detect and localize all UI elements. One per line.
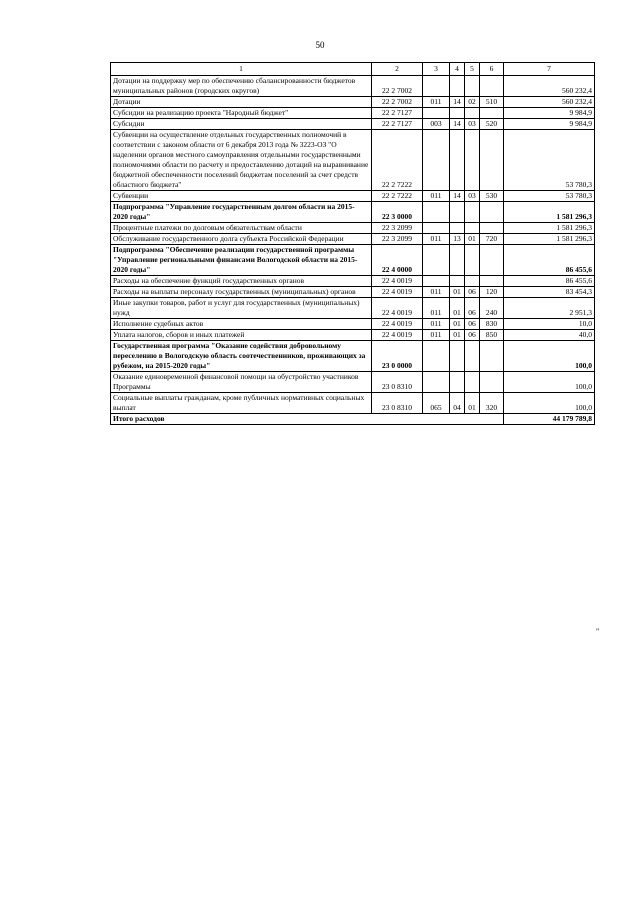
row-section-cell: 14 xyxy=(450,191,465,202)
row-code-cell: 22 4 0019 xyxy=(372,276,423,287)
row-amount-cell: 86 455,6 xyxy=(504,276,595,287)
row-ministry-cell xyxy=(423,245,450,276)
row-code-cell: 22 2 7002 xyxy=(372,76,423,97)
row-expense-type-cell: 720 xyxy=(480,234,504,245)
row-ministry-cell: 011 xyxy=(423,97,450,108)
row-code-cell: 22 2 7222 xyxy=(372,130,423,191)
row-subsection-cell: 02 xyxy=(465,97,480,108)
row-subsection-cell: 06 xyxy=(465,287,480,298)
table-row xyxy=(111,341,595,372)
row-subsection-cell: 03 xyxy=(465,191,480,202)
row-name-cell: Уплата налогов, сборов и иных платежей xyxy=(111,330,372,341)
row-amount-cell: 2 951,3 xyxy=(504,298,595,319)
row-name-cell: Субсидии xyxy=(111,119,372,130)
row-ministry-cell xyxy=(423,76,450,97)
row-amount-cell: 9 984,9 xyxy=(504,119,595,130)
column-header: 4 xyxy=(450,63,465,76)
table-row xyxy=(111,97,595,108)
row-expense-type-cell: 240 xyxy=(480,298,504,319)
row-code-cell: 22 4 0019 xyxy=(372,298,423,319)
row-name-cell: Субвенции xyxy=(111,191,372,202)
row-expense-type-cell xyxy=(480,108,504,119)
row-subsection-cell xyxy=(465,108,480,119)
row-amount-cell: 10,0 xyxy=(504,319,595,330)
total-label: Итого расходов xyxy=(111,414,504,425)
row-name-cell: Дотации на поддержку мер по обеспечению сбалансированности бюджетов муниципальных районов (городских округов) xyxy=(111,76,372,97)
row-section-cell xyxy=(450,276,465,287)
row-code-cell: 22 2 7127 xyxy=(372,119,423,130)
row-name-cell: Процентные платежи по долговым обязательствам области xyxy=(111,223,372,234)
row-expense-type-cell xyxy=(480,341,504,372)
row-ministry-cell xyxy=(423,276,450,287)
row-ministry-cell: 065 xyxy=(423,393,450,414)
row-amount-cell: 83 454,3 xyxy=(504,287,595,298)
row-expense-type-cell xyxy=(480,76,504,97)
table-row xyxy=(111,287,595,298)
row-subsection-cell xyxy=(465,202,480,223)
header-row xyxy=(111,63,595,76)
row-expense-type-cell xyxy=(480,130,504,191)
row-ministry-cell xyxy=(423,130,450,191)
row-amount-cell: 40,0 xyxy=(504,330,595,341)
row-amount-cell: 100,0 xyxy=(504,341,595,372)
column-header: 3 xyxy=(423,63,450,76)
table-row xyxy=(111,191,595,202)
row-name-cell: Обслуживание государственного долга субъекта Российской Федерации xyxy=(111,234,372,245)
row-code-cell: 23 0 8310 xyxy=(372,372,423,393)
row-name-cell: Исполнение судебных актов xyxy=(111,319,372,330)
row-amount-cell: 560 232,4 xyxy=(504,97,595,108)
row-ministry-cell: 011 xyxy=(423,287,450,298)
row-subsection-cell: 01 xyxy=(465,393,480,414)
row-subsection-cell: 01 xyxy=(465,234,480,245)
table-row xyxy=(111,202,595,223)
row-ministry-cell xyxy=(423,223,450,234)
row-subsection-cell: 06 xyxy=(465,319,480,330)
row-ministry-cell xyxy=(423,341,450,372)
page-number: 50 xyxy=(315,40,325,50)
table-row xyxy=(111,119,595,130)
table-row xyxy=(111,223,595,234)
row-expense-type-cell: 830 xyxy=(480,319,504,330)
row-name-cell: Оказание единовременной финансовой помощи на обустройство участников Программы xyxy=(111,372,372,393)
row-code-cell: 23 0 0000 xyxy=(372,341,423,372)
row-section-cell xyxy=(450,341,465,372)
row-expense-type-cell: 510 xyxy=(480,97,504,108)
closing-quote-mark: " xyxy=(596,627,600,636)
row-expense-type-cell: 120 xyxy=(480,287,504,298)
row-expense-type-cell xyxy=(480,223,504,234)
column-header: 6 xyxy=(480,63,504,76)
row-expense-type-cell xyxy=(480,372,504,393)
row-name-cell: Субвенции на осуществление отдельных государственных полномочий в соответствии с законом области от 6 декабря 2013 года № 3223-ОЗ "О наделении органов местного самоуправления отдельными государственными полномочиями области по расчету и предоставлению дотаций на выравнивание бюджетной обеспеченности поселений бюджетам поселений за счет средств областного бюджета" xyxy=(111,130,372,191)
table-body xyxy=(111,63,595,425)
row-ministry-cell: 011 xyxy=(423,191,450,202)
row-ministry-cell: 011 xyxy=(423,234,450,245)
column-header: 7 xyxy=(504,63,595,76)
table-row xyxy=(111,245,595,276)
table-row xyxy=(111,108,595,119)
row-section-cell: 14 xyxy=(450,97,465,108)
row-code-cell: 22 2 7127 xyxy=(372,108,423,119)
row-subsection-cell xyxy=(465,341,480,372)
table-row xyxy=(111,76,595,97)
row-name-cell: Расходы на обеспечение функций государственных органов xyxy=(111,276,372,287)
row-subsection-cell xyxy=(465,76,480,97)
row-amount-cell: 86 455,6 xyxy=(504,245,595,276)
table-row xyxy=(111,330,595,341)
row-section-cell xyxy=(450,130,465,191)
row-ministry-cell: 011 xyxy=(423,330,450,341)
table-row xyxy=(111,298,595,319)
row-amount-cell: 53 780,3 xyxy=(504,191,595,202)
row-expense-type-cell: 850 xyxy=(480,330,504,341)
row-section-cell xyxy=(450,372,465,393)
row-expense-type-cell: 530 xyxy=(480,191,504,202)
row-code-cell: 22 4 0019 xyxy=(372,319,423,330)
row-code-cell: 23 0 8310 xyxy=(372,393,423,414)
row-name-cell: Социальные выплаты гражданам, кроме публичных нормативных социальных выплат xyxy=(111,393,372,414)
row-name-cell: Дотации xyxy=(111,97,372,108)
row-subsection-cell xyxy=(465,245,480,276)
column-header: 2 xyxy=(372,63,423,76)
row-section-cell: 01 xyxy=(450,298,465,319)
row-ministry-cell xyxy=(423,108,450,119)
row-subsection-cell: 06 xyxy=(465,298,480,319)
row-expense-type-cell xyxy=(480,245,504,276)
row-code-cell: 22 4 0019 xyxy=(372,287,423,298)
row-section-cell: 01 xyxy=(450,319,465,330)
row-section-cell xyxy=(450,76,465,97)
row-section-cell xyxy=(450,108,465,119)
column-header: 5 xyxy=(465,63,480,76)
row-code-cell: 22 2 7002 xyxy=(372,97,423,108)
row-name-cell: Расходы на выплаты персоналу государственных (муниципальных) органов xyxy=(111,287,372,298)
column-header: 1 xyxy=(111,63,372,76)
budget-table xyxy=(110,62,595,425)
row-code-cell: 22 3 0000 xyxy=(372,202,423,223)
row-ministry-cell: 003 xyxy=(423,119,450,130)
row-subsection-cell: 06 xyxy=(465,330,480,341)
row-subsection-cell xyxy=(465,130,480,191)
row-section-cell: 01 xyxy=(450,330,465,341)
row-ministry-cell: 011 xyxy=(423,298,450,319)
row-ministry-cell xyxy=(423,202,450,223)
row-amount-cell: 560 232,4 xyxy=(504,76,595,97)
row-code-cell: 22 4 0000 xyxy=(372,245,423,276)
row-amount-cell: 53 780,3 xyxy=(504,130,595,191)
row-amount-cell: 100,0 xyxy=(504,393,595,414)
row-subsection-cell xyxy=(465,223,480,234)
row-section-cell: 14 xyxy=(450,119,465,130)
row-section-cell xyxy=(450,223,465,234)
row-expense-type-cell: 320 xyxy=(480,393,504,414)
table-row xyxy=(111,372,595,393)
table-row xyxy=(111,130,595,191)
row-section-cell: 01 xyxy=(450,287,465,298)
row-code-cell: 22 4 0019 xyxy=(372,330,423,341)
row-name-cell: Иные закупки товаров, работ и услуг для государственных (муниципальных) нужд xyxy=(111,298,372,319)
row-section-cell: 04 xyxy=(450,393,465,414)
row-expense-type-cell: 520 xyxy=(480,119,504,130)
row-name-cell: Субсидии на реализацию проекта "Народный бюджет" xyxy=(111,108,372,119)
row-amount-cell: 9 984,9 xyxy=(504,108,595,119)
row-name-cell: Государственная программа "Оказание содействия добровольному переселению в Вологодскую область соотечественников, проживающих за рубежом, на 2015-2020 годы" xyxy=(111,341,372,372)
row-ministry-cell: 011 xyxy=(423,319,450,330)
row-name-cell: Подпрограмма "Обеспечение реализации государственной программы "Управление региональными финансами Вологодской области на 2015-2020 годы" xyxy=(111,245,372,276)
row-section-cell xyxy=(450,245,465,276)
row-subsection-cell: 03 xyxy=(465,119,480,130)
row-amount-cell: 1 581 296,3 xyxy=(504,223,595,234)
row-expense-type-cell xyxy=(480,276,504,287)
table-row xyxy=(111,276,595,287)
row-section-cell: 13 xyxy=(450,234,465,245)
row-section-cell xyxy=(450,202,465,223)
row-code-cell: 22 2 7222 xyxy=(372,191,423,202)
table-row xyxy=(111,234,595,245)
row-code-cell: 22 3 2099 xyxy=(372,223,423,234)
row-subsection-cell xyxy=(465,372,480,393)
row-ministry-cell xyxy=(423,372,450,393)
row-subsection-cell xyxy=(465,276,480,287)
table-row xyxy=(111,319,595,330)
table-row xyxy=(111,393,595,414)
total-row xyxy=(111,414,595,425)
row-expense-type-cell xyxy=(480,202,504,223)
row-name-cell: Подпрограмма "Управление государственным долгом области на 2015-2020 годы" xyxy=(111,202,372,223)
row-amount-cell: 1 581 296,3 xyxy=(504,202,595,223)
row-amount-cell: 100,0 xyxy=(504,372,595,393)
total-amount: 44 179 789,8 xyxy=(504,414,595,425)
row-code-cell: 22 3 2099 xyxy=(372,234,423,245)
row-amount-cell: 1 581 296,3 xyxy=(504,234,595,245)
